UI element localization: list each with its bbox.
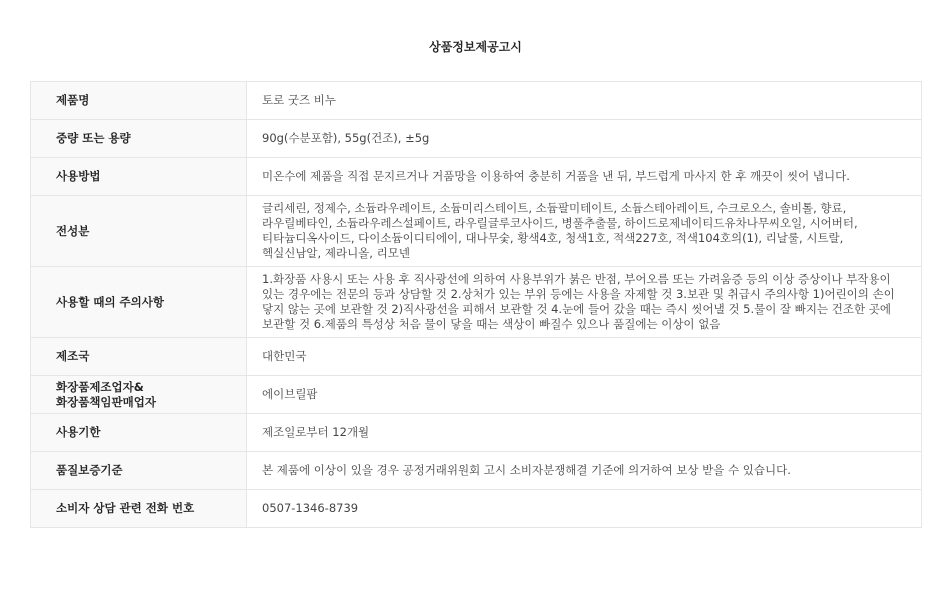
- table-row-country: [31, 338, 922, 376]
- product-info-table: [30, 81, 922, 528]
- row-label: 품질보증기준: [31, 452, 247, 490]
- row-label: 소비자 상담 관련 전화 번호: [31, 490, 247, 528]
- row-label: 사용할 때의 주의사항: [31, 267, 247, 338]
- table-row-expiry: [31, 414, 922, 452]
- row-label: 사용기한: [31, 414, 247, 452]
- row-label: 전성분: [31, 196, 247, 267]
- row-label: 사용방법: [31, 158, 247, 196]
- table-row-usage: [31, 158, 922, 196]
- table-row-phone: [31, 490, 922, 528]
- row-label: 제조국: [31, 338, 247, 376]
- table-row-product-name: [31, 82, 922, 120]
- row-value: 에이브릴팜: [247, 376, 922, 414]
- row-value: 토로 굿즈 비누: [247, 82, 922, 120]
- page-title: 상품정보제공고시: [429, 40, 522, 54]
- table-row-weight: [31, 120, 922, 158]
- table-row-precautions: [31, 267, 922, 338]
- table-row-quality: [31, 452, 922, 490]
- row-value: 1.화장품 사용시 또는 사용 후 직사광선에 의하여 사용부위가 붉은 반점, 부어오름 또는 가려움증 등의 이상 증상이나 부작용이 있는 경우에는 전문의 등과 상담할 것 2.상처가 있는 부위 등에는 사용을 자제할 것 3.보관 및 취급시 주의사항 1)어린이의 손이 닿지 않는 곳에 보관할 것 2)직사광선을 피해서 보관할 것 4.눈에 들어 갔을 때는 즉시 씻어낼 것 5.물이 잘 빠지는 건조한 곳에 보관할 것 6.제품의 특성상 처음 물이 닿을 때는 색상이 빠질수 있으나 품질에는 이상이 없음: [247, 267, 922, 338]
- row-value: 제조일로부터 12개월: [247, 414, 922, 452]
- table-row-ingredients: [31, 196, 922, 267]
- row-value: 0507-1346-8739: [247, 490, 922, 528]
- row-value: 대한민국: [247, 338, 922, 376]
- table-row-manufacturer: [31, 376, 922, 414]
- row-label: 중량 또는 용량: [31, 120, 247, 158]
- row-value: 글리세린, 정제수, 소듐라우레이트, 소듐미리스테이트, 소듐팔미테이트, 소듐스테아레이트, 수크로오스, 솔비톨, 향료, 라우릴베타인, 소듐라우레스설페이트, 라우릴글루코사이드, 병풀추출물, 하이드로제네이티드유차나무씨오일, 시어버터, 티타늄디옥사이드, 다이소듐이디티에이, 대나무숯, 황색4호, 청색1호, 적색227호, 적색104호의(1), 리날룰, 시트랄, 헥실신남알, 제라니올, 리모넨: [247, 196, 922, 267]
- row-label: 제품명: [31, 82, 247, 120]
- row-value: 본 제품에 이상이 있을 경우 공정거래위원회 고시 소비자분쟁해결 기준에 의거하여 보상 받을 수 있습니다.: [247, 452, 922, 490]
- row-label: 화장품제조업자& 화장품책임판매업자: [31, 376, 247, 414]
- row-value: 미온수에 제품을 직접 문지르거나 거품망을 이용하여 충분히 거품을 낸 뒤, 부드럽게 마사지 한 후 깨끗이 씻어 냅니다.: [247, 158, 922, 196]
- row-value: 90g(수분포함), 55g(건조), ±5g: [247, 120, 922, 158]
